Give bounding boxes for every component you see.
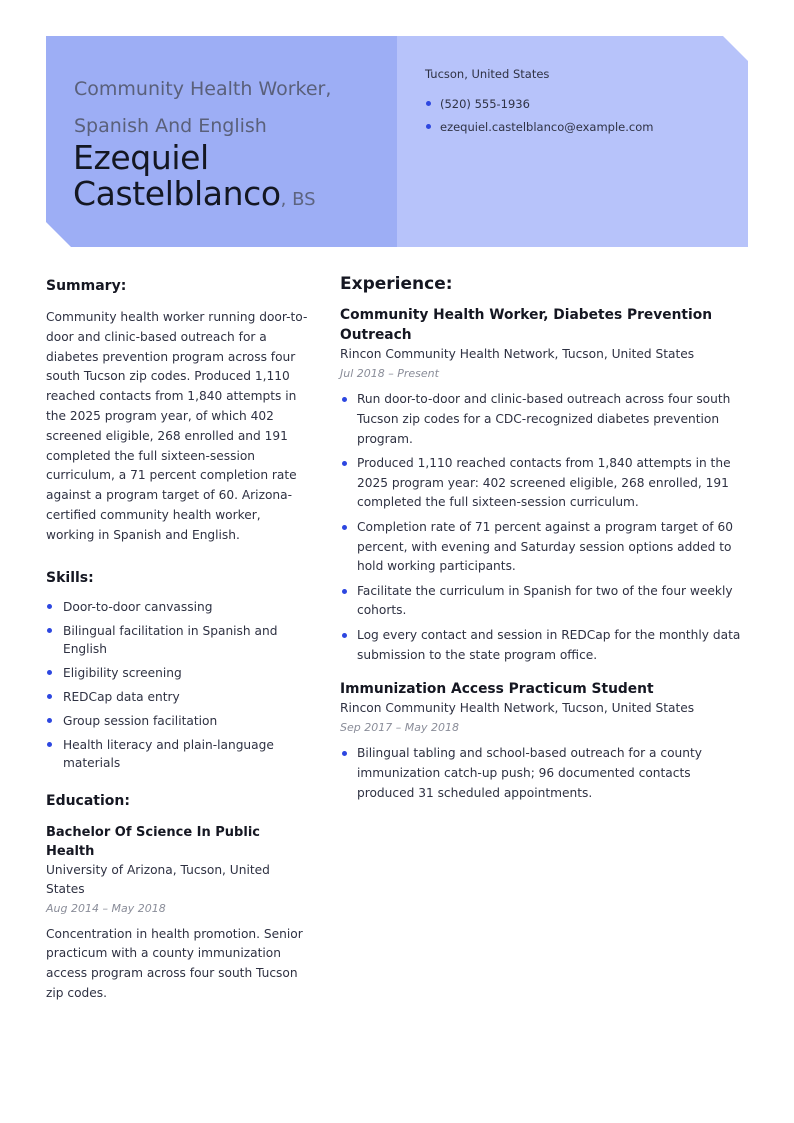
- skill-label: Eligibility screening: [63, 665, 182, 680]
- bullet-icon: [47, 694, 52, 699]
- right-column: [340, 274, 750, 808]
- skill-label: Door-to-door canvassing: [63, 599, 213, 614]
- bullet-text: Bilingual tabling and school-based outreach for a county immunization catch-up push; 96 documented contacts produced 31 scheduled appointments.: [357, 746, 702, 800]
- skill-label: Bilingual facilitation in Spanish and English: [63, 623, 278, 656]
- job-organization: Rincon Community Health Network, Tucson, United States: [340, 347, 695, 361]
- job-entry: [340, 680, 750, 804]
- bullet-icon: [47, 742, 52, 747]
- job-bullet: [340, 454, 750, 513]
- job-bullet: [340, 518, 750, 577]
- skills-list: [46, 598, 308, 772]
- bullet-icon: [342, 633, 347, 638]
- job-bullet: [340, 626, 750, 666]
- bullet-text: Run door-to-door and clinic-based outreach across four south Tucson zip codes for a CDC-recognized diabetes prevention program.: [357, 392, 731, 446]
- experience-heading: Experience:: [340, 274, 453, 294]
- phone: (520) 555-1936: [440, 97, 530, 111]
- job-title: Community Health Worker, Spanish And English: [74, 78, 332, 137]
- skills-section: [46, 568, 308, 772]
- job-organization: Rincon Community Health Network, Tucson, United States: [340, 701, 695, 716]
- skills-heading: Skills:: [46, 569, 94, 586]
- bullet-icon: [342, 397, 347, 402]
- skill-item: [46, 736, 308, 772]
- job-bullets: [340, 744, 750, 803]
- contact-list: [425, 97, 653, 143]
- bullet-icon: [426, 101, 431, 106]
- bullet-icon: [342, 461, 347, 466]
- job-dates: Jul 2018 – Present: [340, 367, 439, 380]
- bullet-icon: [47, 718, 52, 723]
- skill-item: [46, 622, 308, 658]
- job-title: Immunization Access Practicum Student: [340, 680, 654, 697]
- email-item: [425, 120, 653, 143]
- job-bullet: [340, 390, 750, 449]
- full-name: [73, 140, 393, 218]
- skill-item: [46, 664, 308, 682]
- bullet-icon: [47, 628, 52, 633]
- skill-item: [46, 688, 308, 706]
- education-description: Concentration in health promotion. Senior practicum with a county immunization access program across four south Tucson zip codes.: [46, 926, 303, 1000]
- bullet-icon: [342, 589, 347, 594]
- skill-label: Health literacy and plain-language materials: [63, 737, 274, 770]
- skill-item: [46, 712, 308, 730]
- bullet-icon: [47, 670, 52, 675]
- phone-item: [425, 97, 653, 120]
- left-column: [46, 276, 308, 1004]
- job-bullet: [340, 582, 750, 622]
- bullet-text: Facilitate the curriculum in Spanish for two of the four weekly cohorts.: [357, 583, 733, 618]
- skill-label: Group session facilitation: [63, 713, 218, 728]
- bullet-text: Log every contact and session in REDCap for the monthly data submission to the state program office.: [357, 627, 741, 662]
- bullet-text: Completion rate of 71 percent against a program target of 60 percent, with evening and Saturday session options added to hold working participants.: [357, 519, 733, 574]
- email: ezequiel.castelblanco@example.com: [440, 120, 654, 134]
- job-bullets: [340, 390, 750, 665]
- education-section: [46, 791, 308, 1004]
- education-dates: Aug 2014 – May 2018: [46, 901, 166, 915]
- skill-item: [46, 598, 308, 616]
- bullet-icon: [47, 604, 52, 609]
- skill-label: REDCap data entry: [63, 689, 180, 704]
- school-name: University of Arizona, Tucson, United States: [46, 862, 270, 896]
- job-title: Community Health Worker, Diabetes Prevention Outreach: [340, 307, 713, 343]
- summary-section: [46, 276, 308, 546]
- degree-name: Bachelor Of Science In Public Health: [46, 824, 260, 859]
- location: Tucson, United States: [425, 67, 550, 81]
- job-dates: Sep 2017 – May 2018: [340, 721, 459, 735]
- bullet-icon: [342, 751, 347, 756]
- education-heading: Education:: [46, 792, 130, 809]
- job-bullet: [340, 744, 750, 803]
- summary-heading: Summary:: [46, 278, 127, 294]
- name-text: Ezequiel Castelblanco: [73, 138, 281, 213]
- resume-header: [46, 36, 748, 247]
- job-entry: [340, 306, 750, 665]
- bullet-icon: [342, 525, 347, 530]
- bullet-text: Produced 1,110 reached contacts from 1,840 attempts in the 2025 program year: 402 screened eligible, 268 enrolled, 191 completed the full sixteen-session curriculum.: [357, 455, 731, 510]
- summary-text: Community health worker running door-to-door and clinic-based outreach for a diabetes prevention program across four south Tucson zip codes. Produced 1,110 reached contacts from 1,840 attempts in the 2025 program year, of which 402 screened eligible, 268 enrolled and 191 completed the full sixteen-session curriculum, a 71 percent completion rate against a program target of 60. Arizona-certified community health worker, working in Spanish and English.: [46, 310, 308, 542]
- bullet-icon: [426, 124, 431, 129]
- degree-suffix: , BS: [280, 189, 316, 210]
